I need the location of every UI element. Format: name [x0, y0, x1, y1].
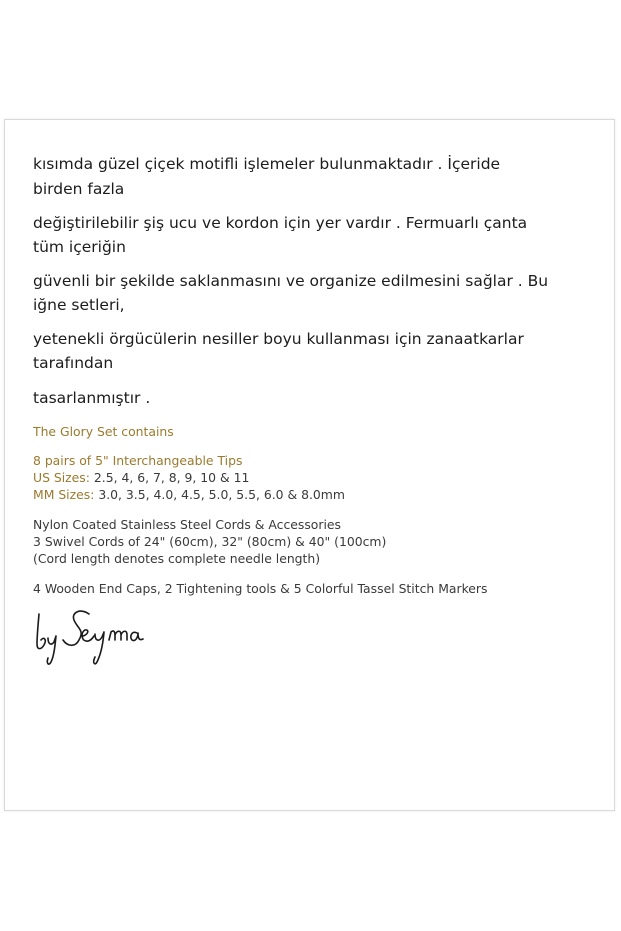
description-line: güvenli bir şekilde saklanmasını ve organize edilmesini sağlar . Bu [33, 272, 549, 290]
signature-by-seyma [29, 600, 159, 672]
description-line: yetenekli örgücülerin nesiller boyu kullanması için zanaatkarlar [33, 330, 524, 348]
us-sizes-label: US Sizes: [33, 470, 90, 485]
mm-sizes-values: 3.0, 3.5, 4.0, 4.5, 5.0, 5.5, 6.0 & 8.0mm [98, 487, 345, 502]
mm-sizes-label: MM Sizes: [33, 487, 95, 502]
accessories-line: 4 Wooden End Caps, 2 Tightening tools & 5 Colorful Tassel Stitch Markers [33, 581, 488, 596]
cords-line: Nylon Coated Stainless Steel Cords & Accessories [33, 517, 341, 532]
tips-heading: 8 pairs of 5" Interchangeable Tips [33, 453, 243, 468]
cords-line: (Cord length denotes complete needle length) [33, 551, 321, 566]
description-line: tarafından [33, 354, 114, 372]
description-line: birden fazla [33, 180, 125, 198]
cords-line: 3 Swivel Cords of 24" (60cm), 32" (80cm) & 40" (100cm) [33, 534, 387, 549]
description-line: tüm içeriğin [33, 238, 126, 256]
set-title: The Glory Set contains [33, 424, 174, 439]
us-sizes-line [33, 469, 249, 486]
us-sizes-values: 2.5, 4, 6, 7, 8, 9, 10 & 11 [93, 470, 250, 485]
description-line: tasarlanmıştır . [33, 389, 151, 407]
description-line: değiştirilebilir şiş ucu ve kordon için yer vardır . Fermuarlı çanta [33, 214, 528, 232]
description-line: iğne setleri, [33, 296, 125, 314]
description-line: kısımda güzel çiçek motifli işlemeler bulunmaktadır . İçeride [33, 155, 501, 173]
mm-sizes-line [33, 486, 345, 503]
description-card [4, 119, 615, 811]
